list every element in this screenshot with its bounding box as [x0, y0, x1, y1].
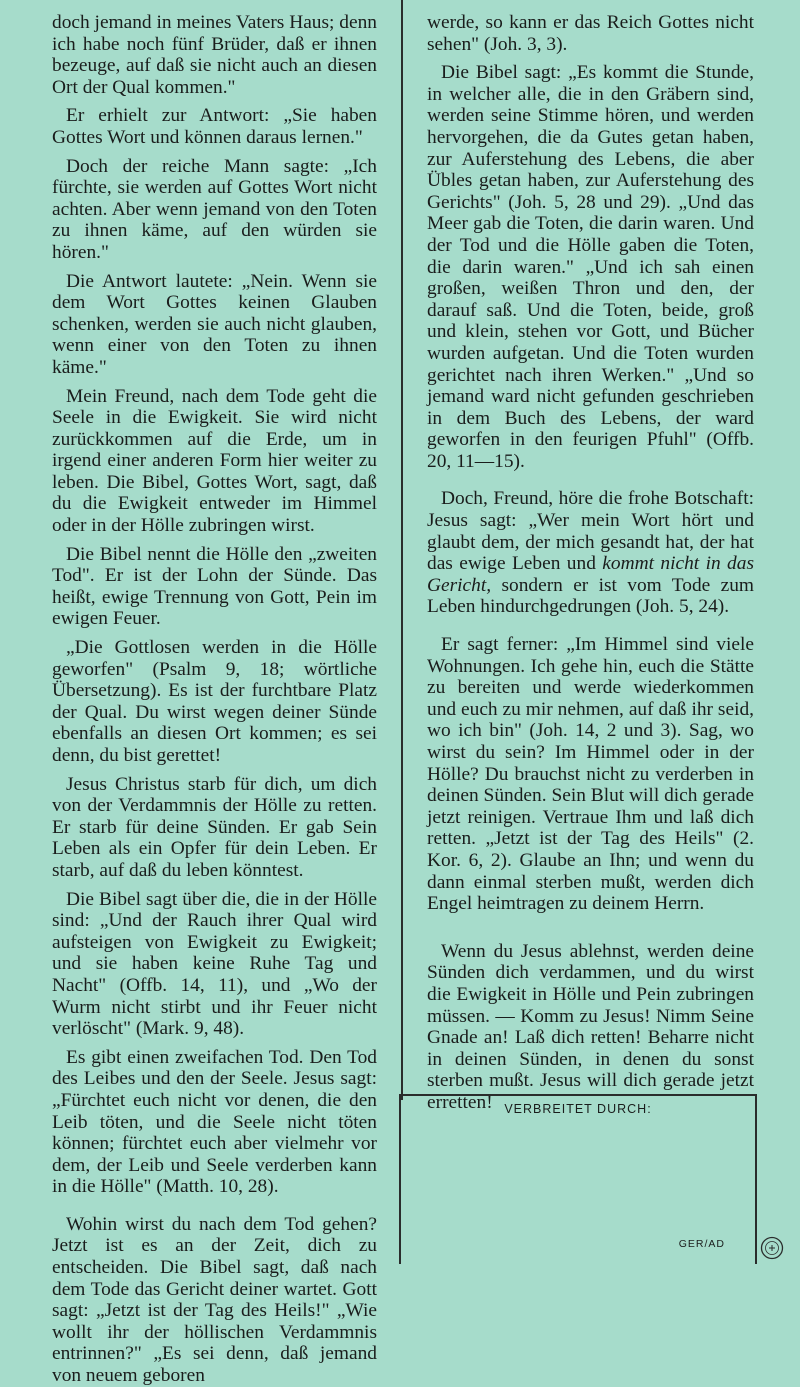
- right-paragraph-2: Die Bibel sagt: „Es kommt die Stunde, in welcher alle, die in den Gräbern sind, werden seine Stimme hören, und werden hervorgehen, die da Gutes getan haben, zur Auferstehung des Lebens, die aber Übles getan haben, zur Auferstehung des Gerichts" (Joh. 5, 28 und 29). „Und das Meer gab die Toten, die darin waren. Und der Tod und die Hölle gaben die Toten, die darin waren." „Und ich sah einen großen, weißen Thron und den, der darauf saß. Und die Toten, beide, groß und klein, stehen vor Gott, und Bücher wurden aufgetan. Und die Toten wurden gerichtet nach ihren Werken." „Und so jemand ward nicht gefunden geschrieben in dem Buch des Lebens, der ward geworfen in den feurigen Pfuhl" (Offb. 20, 11—15).: [427, 62, 754, 472]
- right-paragraph-1: werde, so kann er das Reich Gottes nicht sehen" (Joh. 3, 3).: [427, 12, 754, 55]
- left-paragraph-3: Doch der reiche Mann sagte: „Ich fürchte, sie werden auf Gottes Wort nicht achten. Aber wenn jemand von den Toten zu ihnen käme, auf den würden sie hören.": [52, 155, 377, 263]
- column-divider: [401, 0, 403, 1100]
- right-paragraph-3: [427, 488, 754, 618]
- distribution-label: VERBREITET DURCH:: [504, 1102, 652, 1116]
- good-news-text: Doch, Freund, höre die frohe Botschaft: Jesus sagt: „Wer mein Wort hört und glaubt dem, der mich gesandt hat, der hat das ewige Leben und: [427, 488, 754, 575]
- left-paragraph-9: Die Bibel sagt über die, die in der Hölle sind: „Und der Rauch ihrer Qual wird aufsteigen von Ewigkeit zu Ewigkeit; und sie haben keine Ruhe Tag und Nacht" (Offb. 14, 11), und „Wo der Wurm nicht stirbt und ihr Feuer nicht verlöscht" (Mark. 9, 48).: [52, 888, 377, 1040]
- distribution-box: [399, 1094, 757, 1264]
- publisher-seal-icon: [760, 1236, 784, 1260]
- left-paragraph-11: Wohin wirst du nach dem Tod gehen? Jetzt ist es an der Zeit, dich zu entscheiden. Die Bibel sagt, daß nach dem Tode das Gericht deiner wartet. Gott sagt: „Jetzt ist der Tag des Heils!" „Wie wollt ihr der höllischen Verdammnis entrinnen?" „Es sei denn, daß jemand von neuem geboren: [52, 1213, 377, 1387]
- left-paragraph-6: Die Bibel nennt die Hölle den „zweiten Tod". Er ist der Lohn der Sünde. Das heißt, ewige Trennung von Gott, Pein im ewigen Feuer.: [52, 543, 377, 630]
- left-paragraph-2: Er erhielt zur Antwort: „Sie haben Gottes Wort und können daraus lernen.": [52, 105, 377, 148]
- right-paragraph-5: Wenn du Jesus ablehnst, werden deine Sünden dich verdammen, und du wirst die Ewigkeit in Hölle und Pein zubringen müssen. — Komm zu Jesus! Nimm Seine Gnade an! Laß dich retten! Beharre nicht in deinen Sünden, in denen du sonst sterben mußt. Jesus will dich gerade jetzt erretten!: [427, 940, 754, 1113]
- right-paragraph-4: Er sagt ferner: „Im Himmel sind viele Wohnungen. Ich gehe hin, euch die Stätte zu bereiten und werde wiederkommen und euch zu mir nehmen, auf daß ihr seid, wo ich bin" (Joh. 14, 2 und 3). Sag, wo wirst du sein? Im Himmel oder in der Hölle? Du brauchst nicht zu verderben in deinen Sünden. Sein Blut will dich gerade jetzt reinigen. Vertraue Ihm und laß dich retten. „Jetzt ist der Tag des Heils" (2. Kor. 6, 2). Glaube an Ihn; und wenn du dann einmal sterben mußt, werden dich Engel heimtragen zu deinem Herrn.: [427, 634, 754, 915]
- left-paragraph-8: Jesus Christus starb für dich, um dich von der Verdammnis der Hölle zu retten. Er starb für deine Sünden. Er gab Sein Leben als ein Opfer für dein Leben. Er starb, auf daß du leben könntest.: [52, 773, 377, 881]
- good-news-italic: kommt nicht in das Gericht,: [427, 553, 754, 596]
- left-paragraph-5: Mein Freund, nach dem Tode geht die Seele in die Ewigkeit. Sie wird nicht zurückkommen auf die Erde, um in irgend einer anderen Form hier weiter zu leben. Die Bibel, Gottes Wort, sagt, daß du die Ewigkeit entweder im Himmel oder in der Hölle zubringen wirst.: [52, 385, 377, 537]
- left-paragraph-7: „Die Gottlosen werden in die Hölle geworfen" (Psalm 9, 18; wörtliche Übersetzung). Es ist der furchtbare Platz der Qual. Du wirst wegen deiner Sünde ebenfalls an diesen Ort kommen; es sei denn, du bist gerettet!: [52, 637, 377, 766]
- good-news-text-end: sondern er ist vom Tode zum Leben hindurchgedrungen (Joh. 5, 24).: [427, 574, 754, 618]
- left-column: [52, 12, 377, 1387]
- left-paragraph-1: doch jemand in meines Vaters Haus; denn ich habe noch fünf Brüder, daß er ihnen bezeuge, auf daß sie nicht auch an diesen Ort der Qual kommen.": [52, 12, 377, 98]
- right-column: [427, 12, 754, 1114]
- tract-code: GER/AD: [678, 1238, 725, 1250]
- left-paragraph-4: Die Antwort lautete: „Nein. Wenn sie dem Wort Gottes keinen Glauben schenken, werden sie auch nicht glauben, wenn einer von den Toten zu ihnen käme.": [52, 270, 377, 378]
- left-paragraph-10: Es gibt einen zweifachen Tod. Den Tod des Leibes und den der Seele. Jesus sagt: „Fürchtet euch nicht vor denen, die den Leib töten, und die Seele nicht töten können; fürchtet euch aber vielmehr vor dem, der Leib und Seele verderben kann in die Hölle" (Matth. 10, 28).: [52, 1046, 377, 1198]
